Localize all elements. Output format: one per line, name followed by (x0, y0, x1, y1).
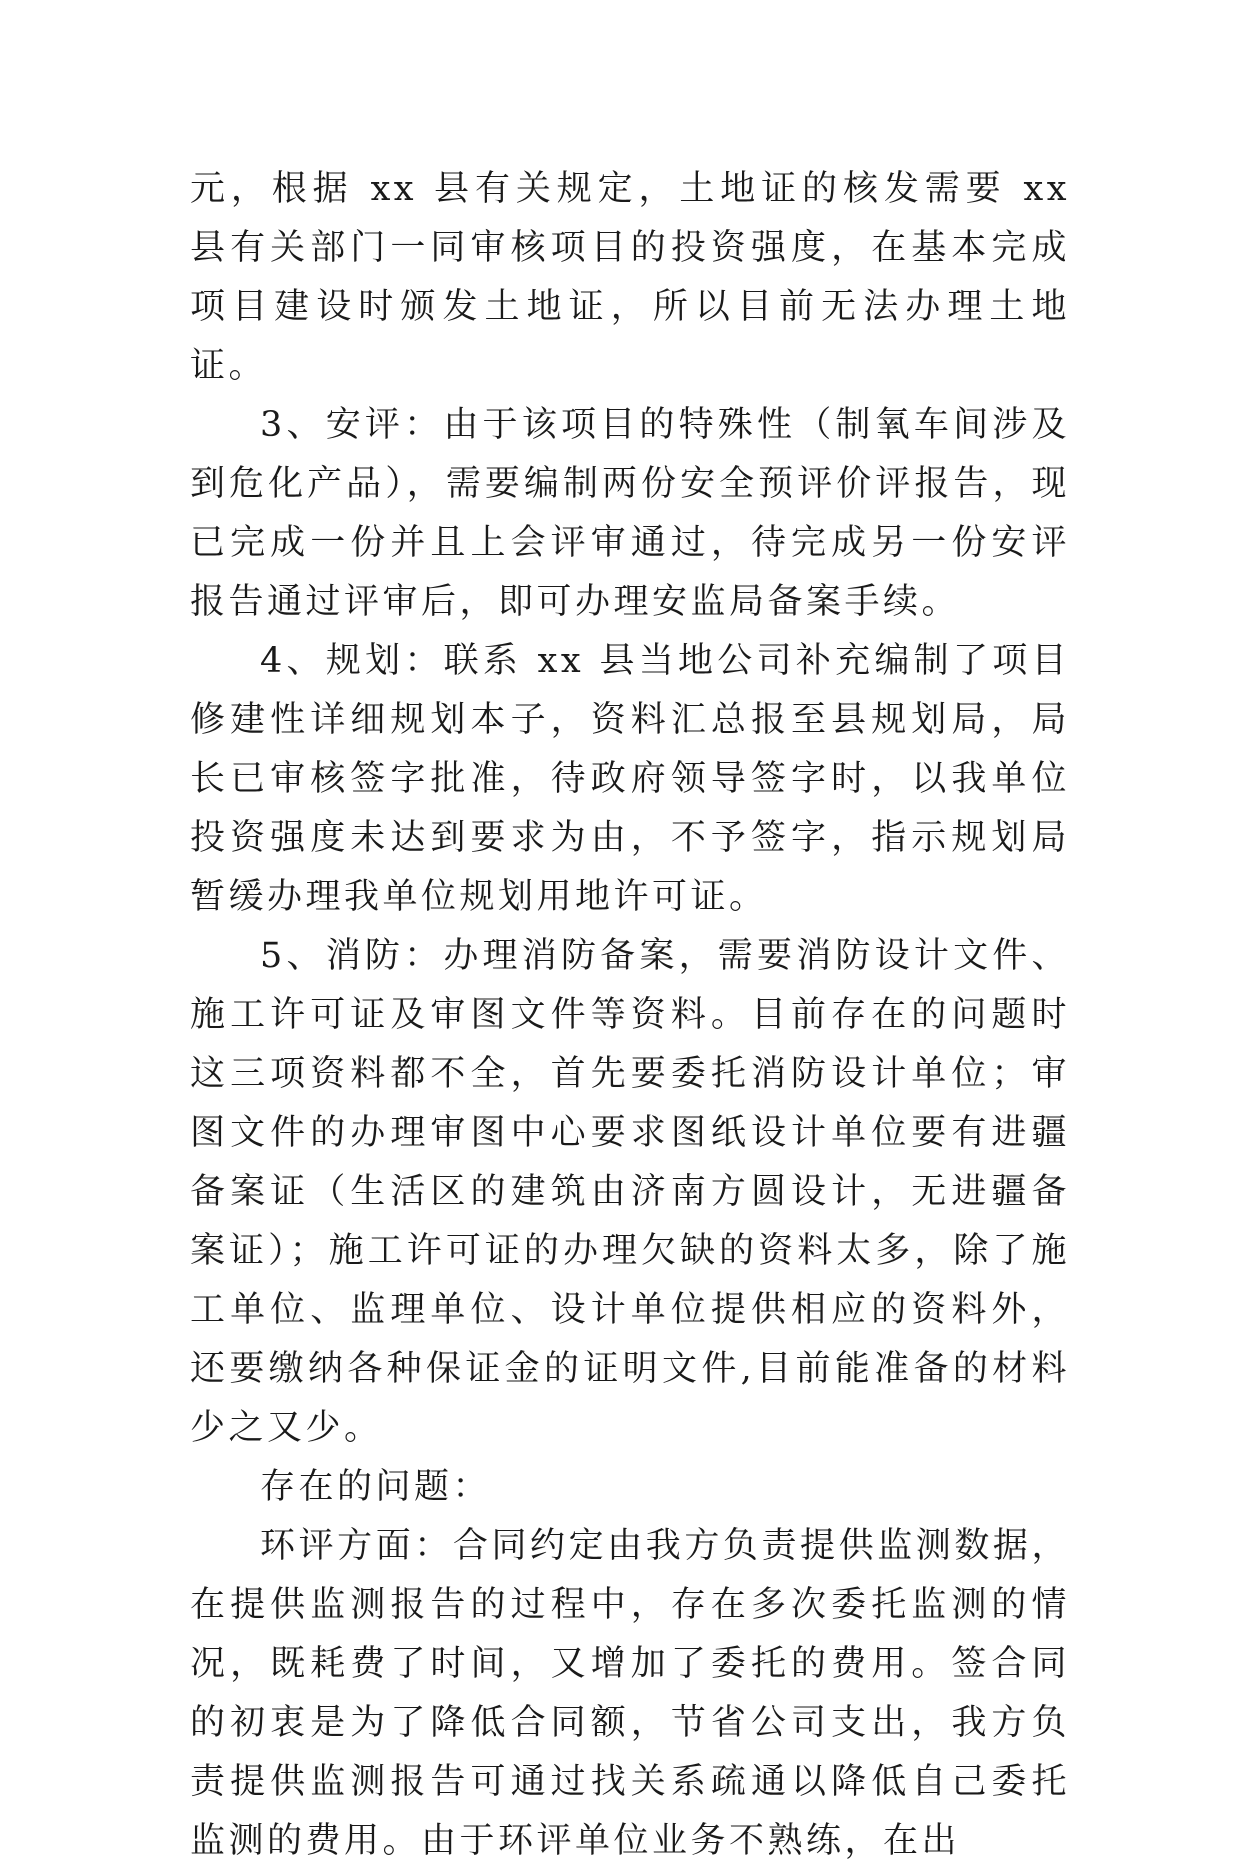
paragraph-problems-heading: 存在的问题： (260, 1467, 492, 1507)
document-body (190, 160, 1070, 1871)
paragraph-fire-protection: 5、消防：办理消防备案，需要消防设计文件、施工许可证及审图文件等资料。目前存在的问题时这三项资料都不全，首先要委托消防设计单位；审图文件的办理审图中心要求图纸设计单位要有进疆备案证（生活区的建筑由济南方圆设计，无进疆备案证）；施工许可证的办理欠缺的资料太多，除了施工单位、监理单位、设计单位提供相应的资料外，还要缴纳各种保证金的证明文件,目前能准备的材料少之又少。 (190, 936, 1070, 1448)
paragraph-environmental-assessment: 环评方面：合同约定由我方负责提供监测数据，在提供监测报告的过程中，存在多次委托监测的情况，既耗费了时间，又增加了委托的费用。签合同的初衷是为了降低合同额，节省公司支出，我方负责提供监测报告可通过找关系疏通以降低自己委托监测的费用。由于环评单位业务不熟练，在出 (190, 1526, 1070, 1861)
paragraph-planning: 4、规划：联系 xx 县当地公司补充编制了项目修建性详细规划本子，资料汇总报至县规划局，局长已审核签字批准，待政府领导签字时，以我单位投资强度未达到要求为由，不予签字，指示规划局暂缓办理我单位规划用地许可证。 (190, 641, 1070, 917)
paragraph-land-certificate: 元，根据 xx 县有关规定，土地证的核发需要 xx 县有关部门一同审核项目的投资强度，在基本完成项目建设时颁发土地证，所以目前无法办理土地证。 (190, 169, 1070, 386)
paragraph-safety-assessment: 3、安评：由于该项目的特殊性（制氧车间涉及到危化产品），需要编制两份安全预评价评报告，现已完成一份并且上会评审通过，待完成另一份安评报告通过评审后，即可办理安监局备案手续。 (190, 405, 1070, 622)
